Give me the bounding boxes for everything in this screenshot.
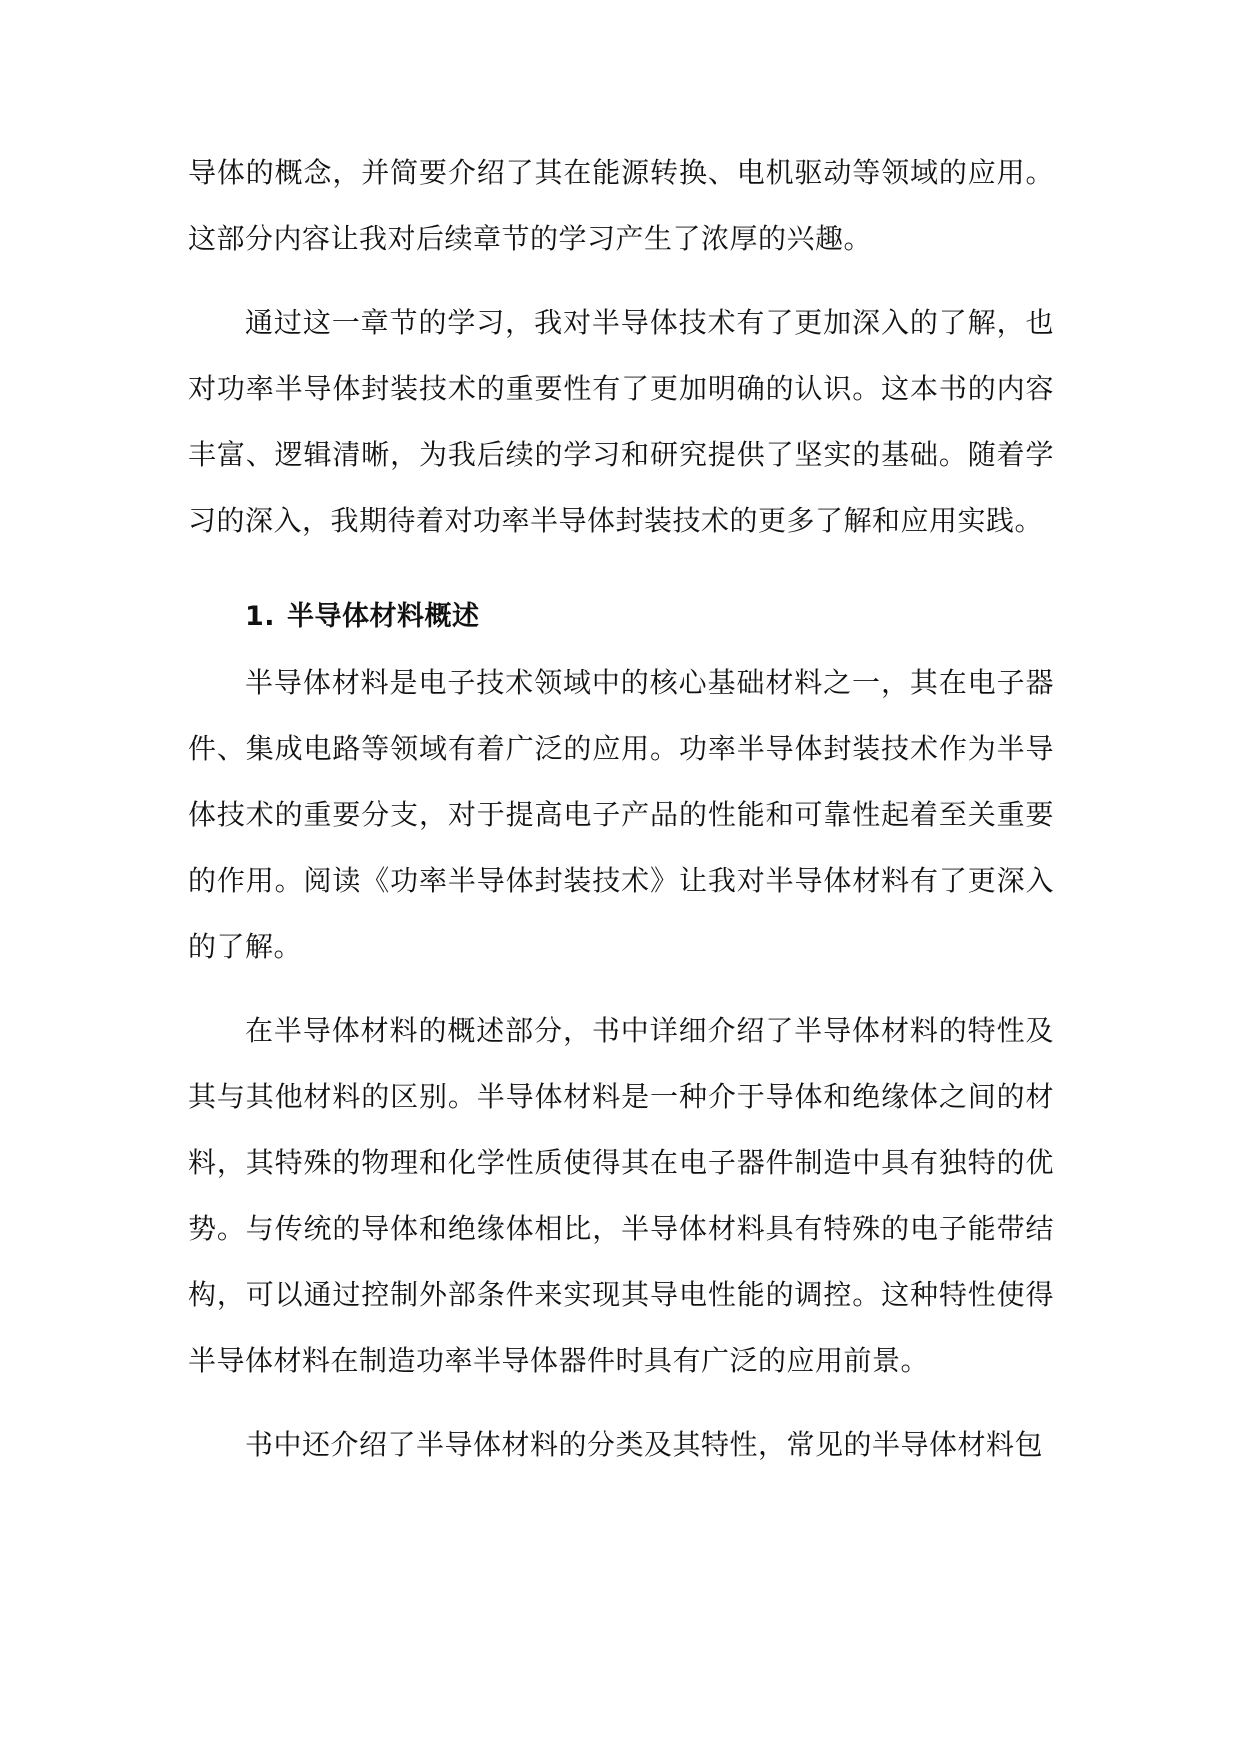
section-heading <box>188 584 1054 650</box>
paragraph-gap <box>188 1394 1054 1412</box>
section-title: 半导体材料概述 <box>287 601 480 632</box>
paragraph-gap <box>188 272 1054 290</box>
paragraph-continued: 导体的概念，并简要介绍了其在能源转换、电机驱动等领域的应用。这部分内容让我对后续章节的学习产生了浓厚的兴趣。 <box>188 156 1054 255</box>
paragraph-intro: 半导体材料是电子技术领域中的核心基础材料之一，其在电子器件、集成电路等领域有着广泛的应用。功率半导体封装技术作为半导体技术的重要分支，对于提高电子产品的性能和可靠性起着至关重要的作用。阅读《功率半导体封装技术》让我对半导体材料有了更深入的了解。 <box>188 666 1054 963</box>
section-number: 1. <box>245 601 276 632</box>
paragraph-gap <box>188 980 1054 998</box>
document-body <box>188 140 1054 1478</box>
paragraph-overview: 在半导体材料的概述部分，书中详细介绍了半导体材料的特性及其与其他材料的区别。半导体材料是一种介于导体和绝缘体之间的材料，其特殊的物理和化学性质使得其在电子器件制造中具有独特的优势。与传统的导体和绝缘体相比，半导体材料具有特殊的电子能带结构，可以通过控制外部条件来实现其导电性能的调控。这种特性使得半导体材料在制造功率半导体器件时具有广泛的应用前景。 <box>188 1014 1054 1377</box>
paragraph-chapter-summary: 通过这一章节的学习，我对半导体技术有了更加深入的了解，也对功率半导体封装技术的重要性有了更加明确的认识。这本书的内容丰富、逻辑清晰，为我后续的学习和研究提供了坚实的基础。随着学习的深入，我期待着对功率半导体封装技术的更多了解和应用实践。 <box>188 306 1054 537</box>
paragraph-classification: 书中还介绍了半导体材料的分类及其特性，常见的半导体材料包 <box>245 1428 1044 1461</box>
